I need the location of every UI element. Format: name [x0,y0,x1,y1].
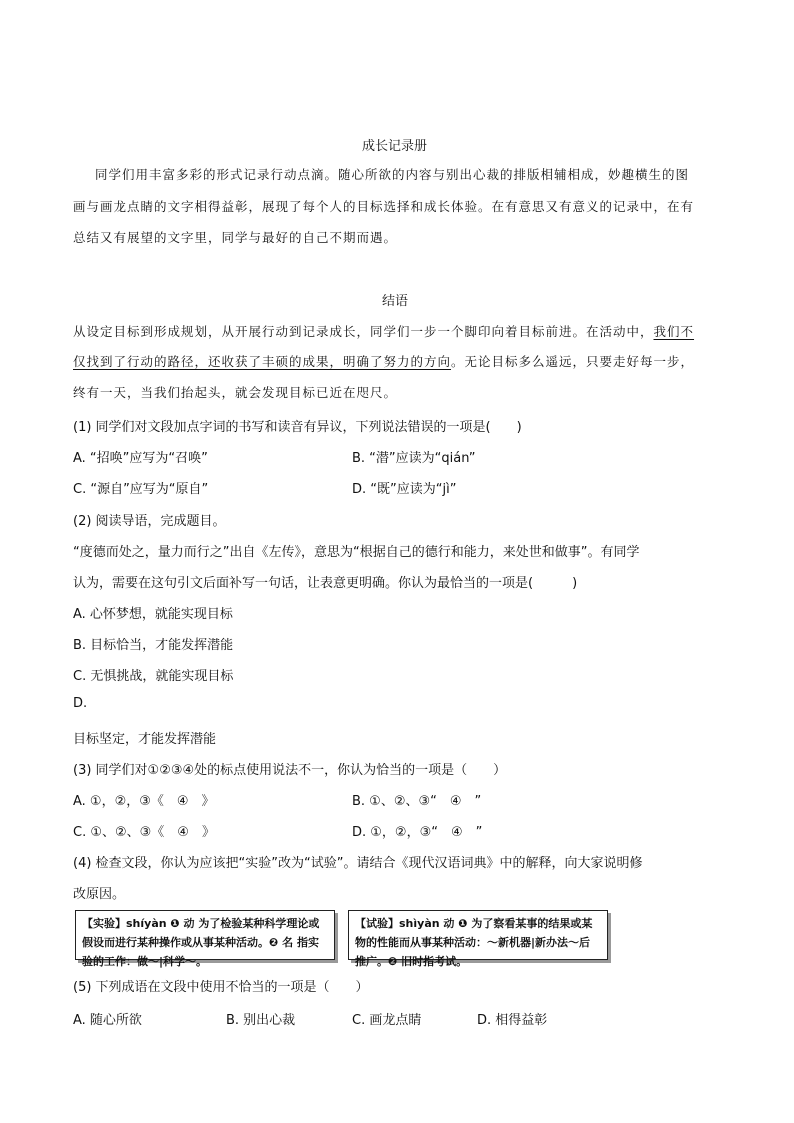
paragraph-line: 总结又有展望的文字里，同学与最好的自己不期而遇。 [73,230,398,245]
q5-option-c: C. 画龙点睛 [352,1013,422,1028]
question-3-stem: (3) 同学们对①②③④处的标点使用说法不一，你认为恰当的一项是（ ） [73,763,507,778]
dictionary-entry-shiyan-experiment: 【实验】shíyàn ❶ 动 为了检验某种科学理论或假设而进行某种操作或从事某种活动。❷ 名 指实验的工作：做～|科学～。 [75,910,335,960]
paragraph-line: 同学们用丰富多彩的形式记录行动点滴。随心所欲的内容与别出心裁的排版相辅相成，妙趣横生的图 [95,167,690,182]
paragraph-line: 画与画龙点睛的文字相得益彰，展现了每个人的目标选择和成长体验。在有意思又有意义的记录中，在有 [73,199,695,214]
q5-option-d: D. 相得益彰 [477,1013,548,1028]
question-2-stem: (2) 阅读导语，完成题目。 [73,514,226,529]
underlined-text: 仅找到了行动的路径，还收获了丰硕的成果，明确了努力的方向 [73,354,452,369]
paragraph-line [73,352,694,370]
question-5-stem: (5) 下列成语在文段中使用不恰当的一项是（ ） [73,980,369,995]
q2-option-a: A. 心怀梦想，就能实现目标 [73,607,233,622]
q2-option-d-text: 目标坚定，才能发挥潜能 [73,732,217,747]
q1-option-d: D. “既”应读为“jì” [352,482,457,497]
q3-option-a: A. ①，②，③《 ④ 》 [73,794,215,809]
question-4-stem: (4) 检查文段，你认为应该把“实验”改为“试验”。请结合《现代汉语词典》中的解释，向大家说明修 [73,856,643,871]
q3-option-c: C. ①、②、③《 ④ 》 [73,825,215,840]
question-4-stem-cont: 改原因。 [73,887,126,902]
section-title-conclusion: 结语 [382,294,409,309]
q1-option-a: A. “招唤”应写为“召唤” [73,451,208,466]
q3-option-d: D. ①，②，③“ ④ ” [352,825,483,840]
q2-option-b: B. 目标恰当，才能发挥潜能 [73,638,234,653]
q2-option-c: C. 无惧挑战，就能实现目标 [73,669,234,684]
paragraph-line [73,322,694,340]
q1-option-b: B. “潜”应读为“qián” [352,451,476,466]
q3-option-b: B. ①、②、③“ ④ ” [352,794,482,809]
dictionary-entry-shiyan-test: 【试验】shìyàn 动 ❶ 为了察看某事的结果或某物的性能而从事某种活动：～新机器|新办法～后推广。❷ 旧时指考试。 [348,910,608,960]
text-span: 。无论目标多么遥远，只要走好每一步， [451,354,695,369]
question-1-stem: (1) 同学们对文段加点字词的书写和读音有异议，下列说法错误的一项是( ) [73,420,522,435]
paragraph-line: 终有一天，当我们抬起头，就会发现目标已近在咫尺。 [73,385,398,400]
underlined-text: 我们不 [653,324,695,339]
q2-lead-line: 认为，需要在这句引文后面补写一句话，让表意更明确。你认为最恰当的一项是( ) [73,576,578,591]
text-span: 从设定目标到形成规划，从开展行动到记录成长，同学们一步一个脚印向着目标前进。在活动中， [73,324,654,339]
q5-option-a: A. 随心所欲 [73,1013,142,1028]
q2-lead-line: “度德而处之，量力而行之”出自《左传》，意思为“根据自己的德行和能力，来处世和做事”。有同学 [73,545,640,560]
q2-option-d: D. [73,696,88,711]
q1-option-c: C. “源自”应写为“原自” [73,482,209,497]
section-title-growth-record: 成长记录册 [362,139,428,154]
q5-option-b: B. 别出心裁 [226,1013,296,1028]
